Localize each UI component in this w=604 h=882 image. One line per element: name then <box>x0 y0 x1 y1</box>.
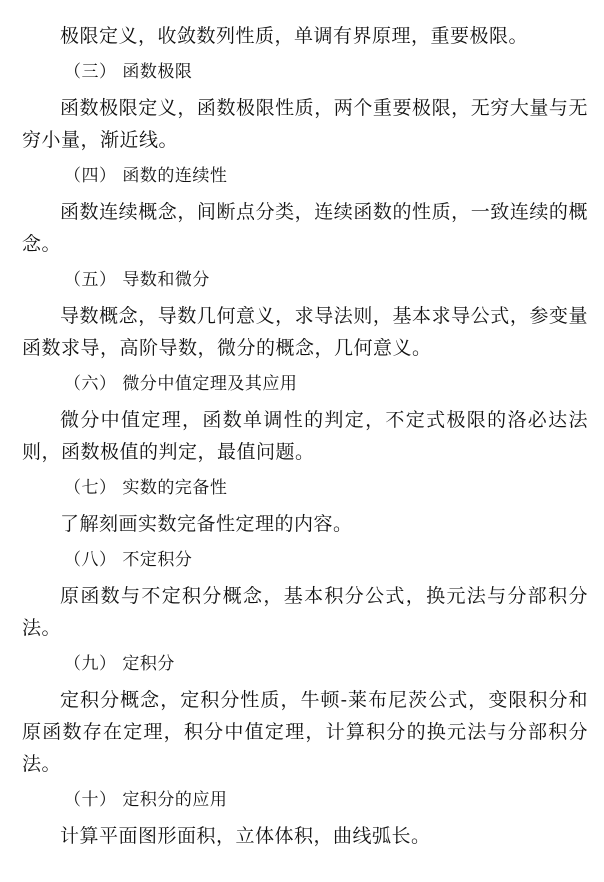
heading-continuity: （四） 函数的连续性 <box>64 166 228 186</box>
heading-function-limits: （三） 函数极限 <box>64 62 193 82</box>
heading-derivatives: （五） 导数和微分 <box>64 270 210 290</box>
paragraph-integral-applications: 计算平面图形面积，立体体积，曲线弧长。 <box>60 825 431 847</box>
paragraph-function-limits: 函数极限定义，函数极限性质，两个重要极限，无穷大量与无穷小量，渐近线。 <box>22 97 588 151</box>
heading-indefinite-integral: （八） 不定积分 <box>64 550 193 570</box>
document-page <box>22 0 588 852</box>
paragraph-mean-value-theorems: 微分中值定理，函数单调性的判定，不定式极限的洛必达法则，函数极值的判定，最值问题。 <box>22 409 588 463</box>
paragraph-derivatives: 导数概念，导数几何意义，求导法则，基本求导公式，参变量函数求导，高阶导数，微分的概念，几何意义。 <box>22 305 588 359</box>
paragraph-indefinite-integral: 原函数与不定积分概念，基本积分公式，换元法与分部积分法。 <box>22 585 588 639</box>
heading-real-completeness: （七） 实数的完备性 <box>64 478 228 498</box>
paragraph-continuity: 函数连续概念，间断点分类，连续函数的性质，一致连续的概念。 <box>22 201 588 255</box>
heading-integral-applications: （十） 定积分的应用 <box>64 790 228 810</box>
paragraph-real-completeness: 了解刻画实数完备性定理的内容。 <box>60 513 353 535</box>
paragraph-definite-integral: 定积分概念，定积分性质，牛顿-莱布尼茨公式，变限积分和原函数存在定理，积分中值定理，计算积分的换元法与分部积分法。 <box>22 689 588 775</box>
heading-mean-value-theorems: （六） 微分中值定理及其应用 <box>64 374 298 394</box>
heading-definite-integral: （九） 定积分 <box>64 654 175 674</box>
paragraph-limit-sequences: 极限定义，收敛数列性质，单调有界原理，重要极限。 <box>60 25 529 47</box>
